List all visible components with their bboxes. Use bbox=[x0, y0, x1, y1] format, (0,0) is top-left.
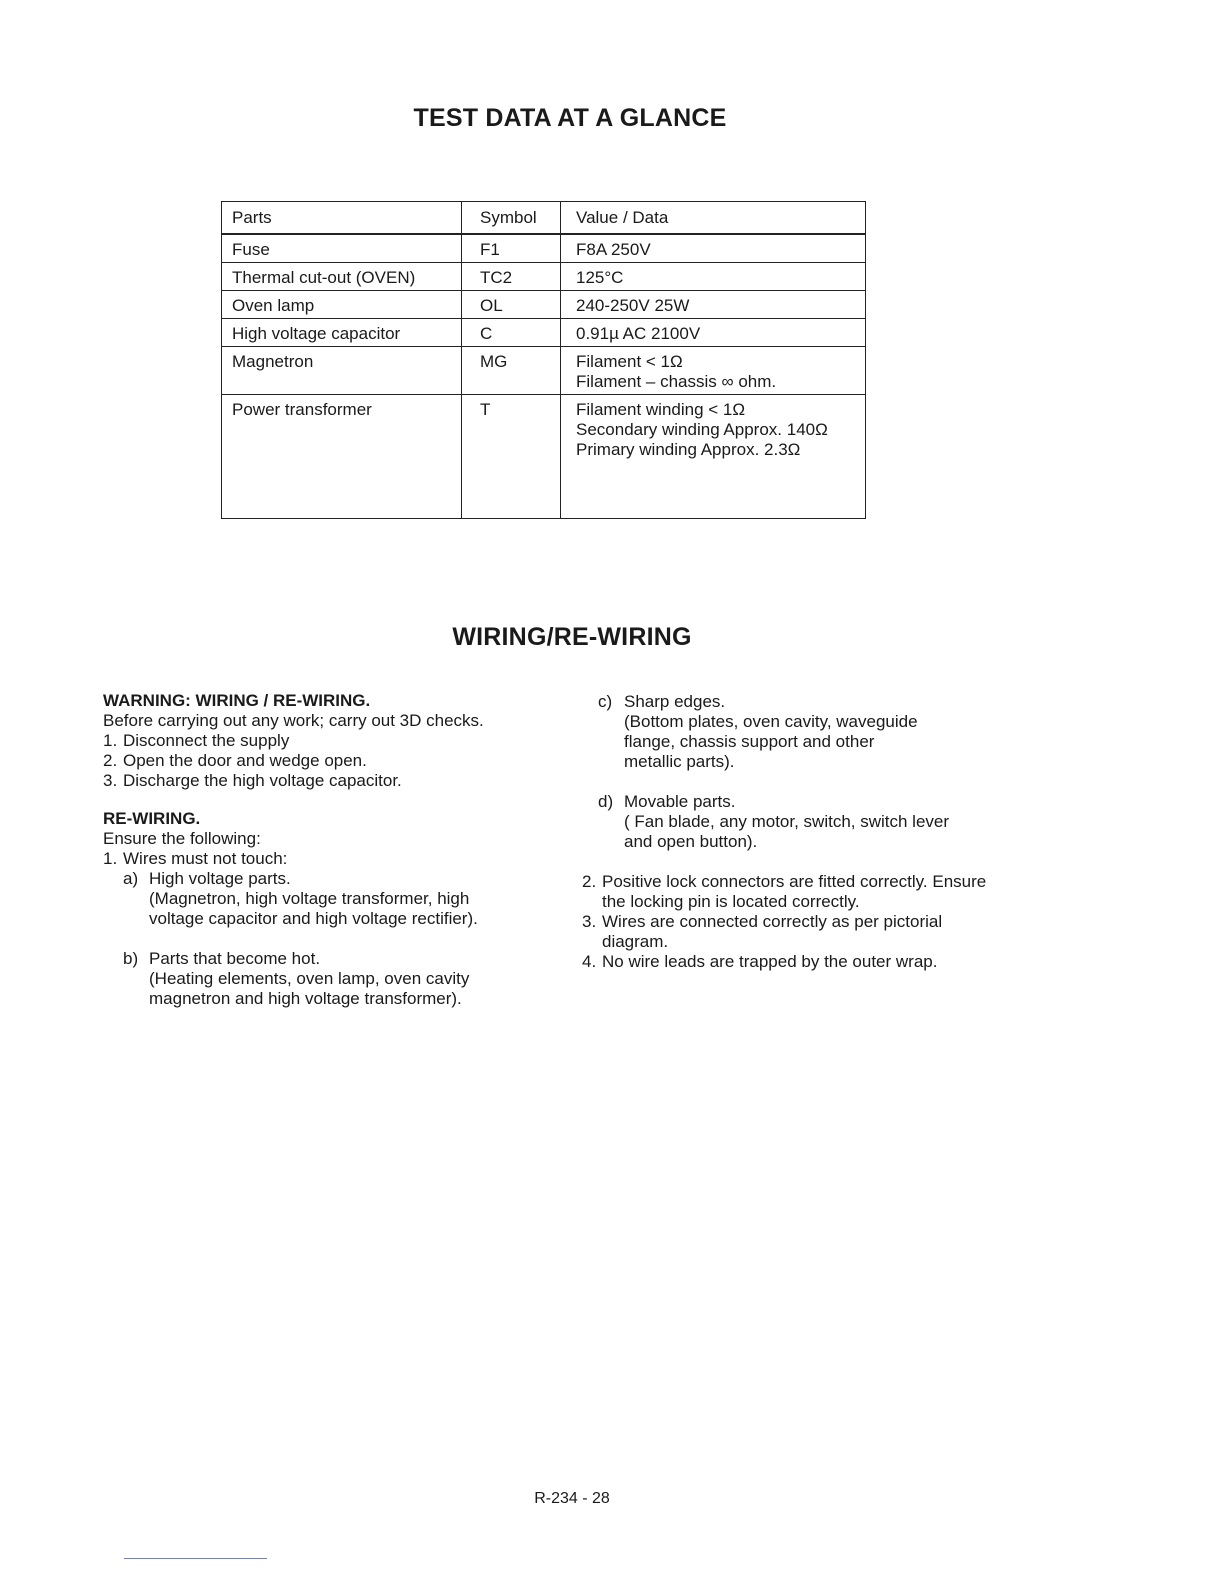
list-text: Discharge the high voltage capacitor. bbox=[123, 771, 402, 790]
sub-item-title: Movable parts. bbox=[624, 792, 736, 811]
list-number: 4. bbox=[582, 952, 597, 971]
list-text: Wires must not touch: bbox=[123, 849, 288, 868]
sub-item-line: voltage capacitor and high voltage rectifier). bbox=[149, 909, 478, 928]
page-number: R-234 - 28 bbox=[534, 1490, 610, 1507]
list-item bbox=[103, 849, 573, 869]
list-number: 2. bbox=[103, 751, 118, 770]
warning-intro: Before carrying out any work; carry out 3D checks. bbox=[103, 711, 484, 730]
sub-item-line: ( Fan blade, any motor, switch, switch lever bbox=[624, 812, 950, 831]
list-number: 3. bbox=[582, 912, 597, 931]
list-text: Disconnect the supply bbox=[123, 731, 290, 750]
value-line: Secondary winding Approx. 140Ω bbox=[576, 420, 828, 439]
sub-item-title: Sharp edges. bbox=[624, 692, 726, 711]
rewiring-intro: Ensure the following: bbox=[103, 829, 261, 848]
list-number: 1. bbox=[103, 731, 118, 750]
value-cell bbox=[561, 234, 866, 263]
value-line: 0.91µ AC 2100V bbox=[576, 324, 701, 343]
table-row bbox=[222, 347, 866, 395]
value-line: F8A 250V bbox=[576, 240, 651, 259]
part-cell: Magnetron bbox=[222, 347, 462, 395]
sub-item-line: magnetron and high voltage transformer). bbox=[149, 989, 462, 1008]
part-cell: Thermal cut-out (OVEN) bbox=[222, 263, 462, 291]
list-number: 2. bbox=[582, 872, 597, 891]
table-row bbox=[222, 395, 866, 519]
list-line: the locking pin is located correctly. bbox=[602, 892, 860, 911]
list-item bbox=[582, 952, 1052, 972]
warning-heading: WARNING: WIRING / RE-WIRING. bbox=[103, 691, 371, 710]
list-item bbox=[582, 912, 1052, 952]
table-row bbox=[222, 319, 866, 347]
value-cell bbox=[561, 291, 866, 319]
symbol-cell: TC2 bbox=[462, 263, 561, 291]
list-text: Open the door and wedge open. bbox=[123, 751, 367, 770]
part-cell: Power transformer bbox=[222, 395, 462, 519]
header-symbol: Symbol bbox=[462, 202, 561, 235]
sub-item-letter: b) bbox=[123, 949, 139, 968]
value-line: Filament – chassis ∞ ohm. bbox=[576, 372, 777, 391]
sub-item-line: (Heating elements, oven lamp, oven cavity bbox=[149, 969, 470, 988]
wiring-right-column bbox=[582, 692, 1052, 972]
symbol-cell: MG bbox=[462, 347, 561, 395]
sub-item bbox=[582, 792, 1052, 812]
value-line: 125°C bbox=[576, 268, 624, 287]
sub-item-line: metallic parts). bbox=[624, 752, 735, 771]
list-item bbox=[103, 751, 573, 771]
list-item bbox=[103, 771, 573, 791]
rewiring-heading: RE-WIRING. bbox=[103, 809, 201, 828]
wiring-title: WIRING/RE-WIRING bbox=[452, 623, 692, 651]
value-line: 240-250V 25W bbox=[576, 296, 690, 315]
value-cell bbox=[561, 347, 866, 395]
sub-item-line: flange, chassis support and other bbox=[624, 732, 875, 751]
sub-item-line: (Magnetron, high voltage transformer, high bbox=[149, 889, 470, 908]
bottom-rule bbox=[124, 1558, 267, 1559]
sub-item-title: High voltage parts. bbox=[149, 869, 291, 888]
symbol-cell: C bbox=[462, 319, 561, 347]
list-item bbox=[103, 731, 573, 751]
sub-item-title: Parts that become hot. bbox=[149, 949, 321, 968]
value-line: Filament winding < 1Ω bbox=[576, 400, 746, 419]
sub-item-line: (Bottom plates, oven cavity, waveguide bbox=[624, 712, 918, 731]
sub-item-letter: a) bbox=[123, 869, 139, 888]
symbol-cell: T bbox=[462, 395, 561, 519]
table-row bbox=[222, 263, 866, 291]
list-number: 3. bbox=[103, 771, 118, 790]
value-cell bbox=[561, 263, 866, 291]
test-data-title: TEST DATA AT A GLANCE bbox=[413, 104, 727, 132]
list-line: No wire leads are trapped by the outer wrap. bbox=[602, 952, 938, 971]
list-line: Wires are connected correctly as per pictorial bbox=[602, 912, 943, 931]
list-number: 1. bbox=[103, 849, 118, 868]
sub-item bbox=[103, 869, 573, 889]
list-text bbox=[602, 912, 942, 952]
table-header-row bbox=[222, 202, 866, 235]
value-line: Filament < 1Ω bbox=[576, 352, 683, 371]
sub-item bbox=[103, 949, 573, 969]
list-text bbox=[602, 952, 937, 972]
sub-item-line: and open button). bbox=[624, 832, 758, 851]
list-line: diagram. bbox=[602, 932, 669, 951]
symbol-cell: F1 bbox=[462, 234, 561, 263]
sub-item-letter: c) bbox=[598, 692, 613, 711]
header-parts: Parts bbox=[222, 202, 462, 235]
list-line: Positive lock connectors are fitted correctly. Ensure bbox=[602, 872, 987, 891]
sub-item bbox=[582, 692, 1052, 712]
value-line: Primary winding Approx. 2.3Ω bbox=[576, 440, 801, 459]
part-cell: Fuse bbox=[222, 234, 462, 263]
table-row bbox=[222, 234, 866, 263]
part-cell: Oven lamp bbox=[222, 291, 462, 319]
wiring-left-column bbox=[103, 691, 573, 1009]
symbol-cell: OL bbox=[462, 291, 561, 319]
list-text bbox=[602, 872, 986, 912]
table-row bbox=[222, 291, 866, 319]
list-item bbox=[582, 872, 1052, 912]
sub-item-letter: d) bbox=[598, 792, 614, 811]
test-data-table bbox=[221, 201, 866, 519]
value-cell bbox=[561, 319, 866, 347]
part-cell: High voltage capacitor bbox=[222, 319, 462, 347]
value-cell bbox=[561, 395, 866, 519]
header-value: Value / Data bbox=[561, 202, 866, 235]
